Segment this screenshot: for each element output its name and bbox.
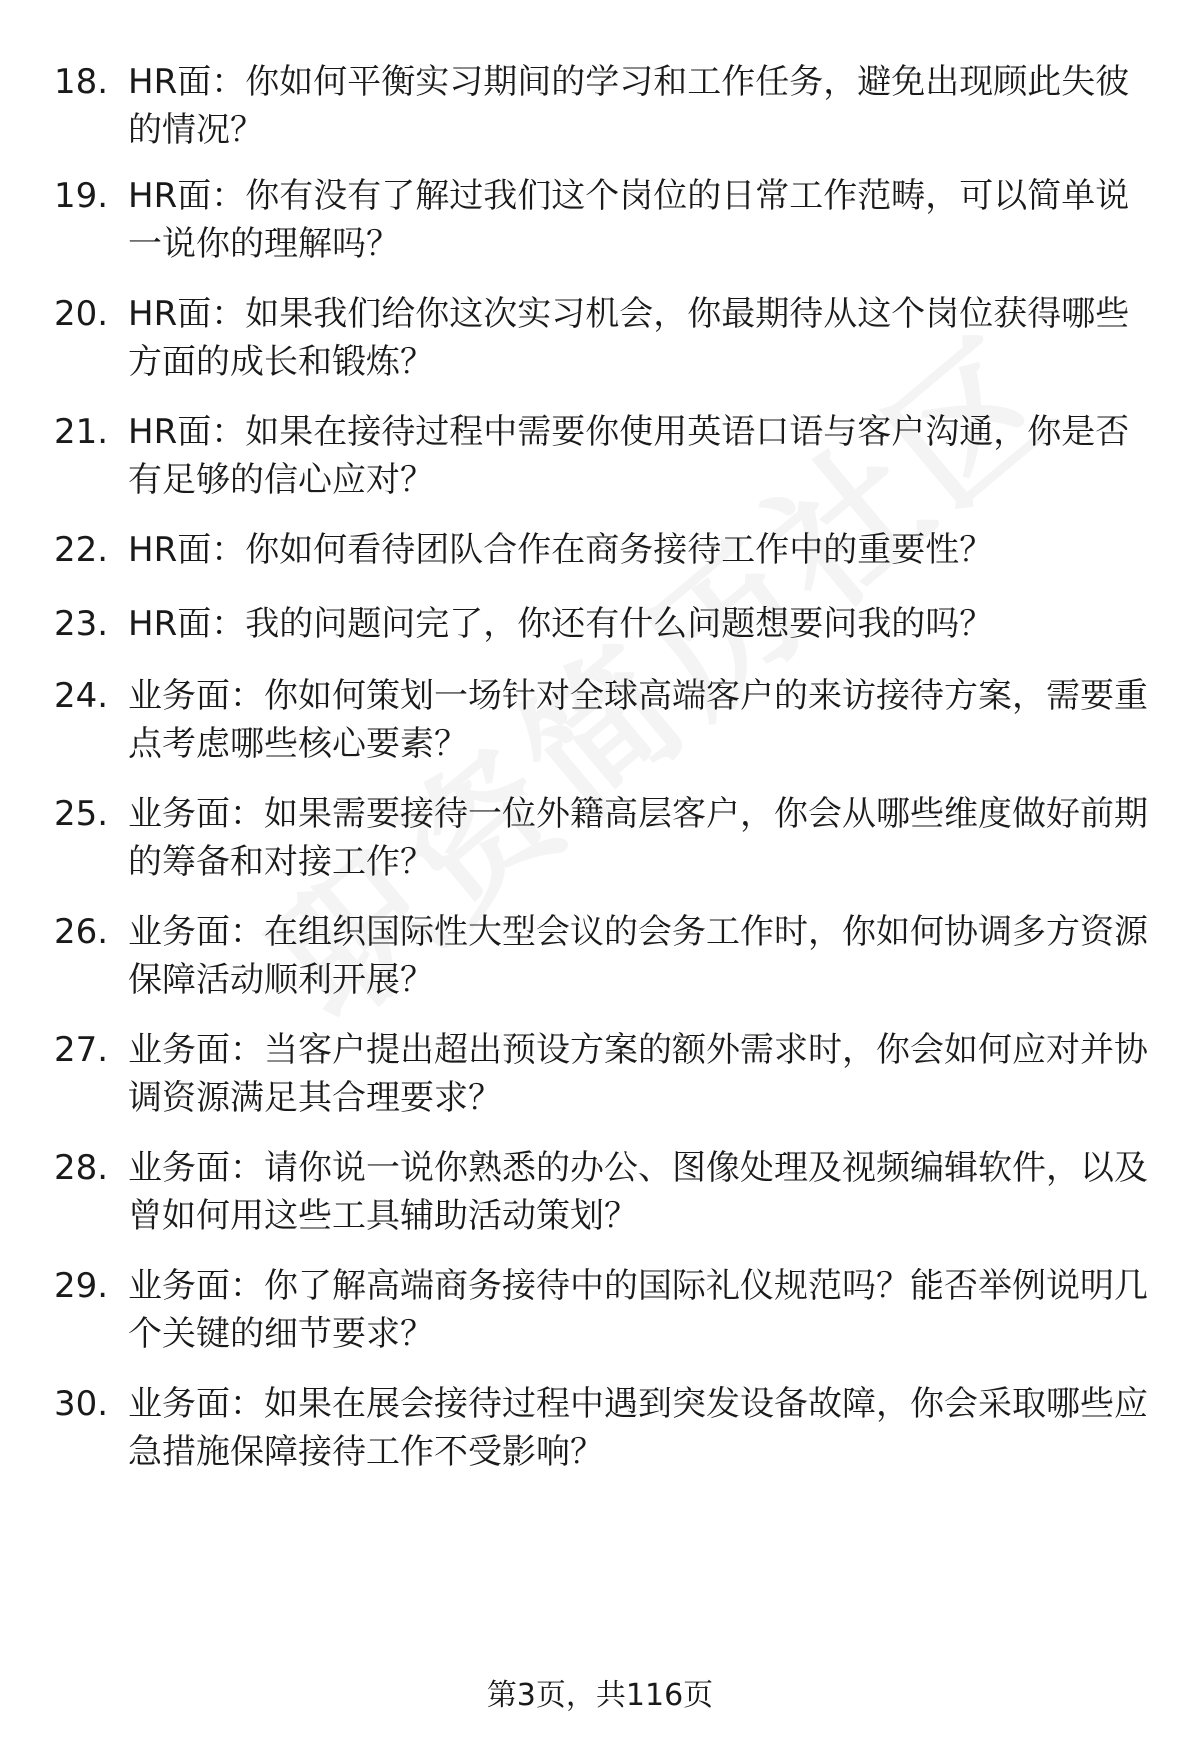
question-text: HR面：我的问题问完了，你还有什么问题想要问我的吗？ — [128, 604, 994, 644]
question-text: HR面：如果在接待过程中需要你使用英语口语与客户沟通，你是否有足够的信心应对？ — [128, 412, 1130, 500]
question-text: 业务面：如果在展会接待过程中遇到突发设备故障，你会采取哪些应急措施保障接待工作不受影响？ — [128, 1384, 1148, 1472]
question-number: 18. — [54, 62, 109, 102]
page-footer — [0, 1676, 1200, 1716]
question-text: HR面：你如何平衡实习期间的学习和工作任务，避免出现顾此失彼的情况？ — [128, 62, 1130, 150]
question-number: 21. — [54, 412, 109, 452]
question-text: 业务面：当客户提出超出预设方案的额外需求时，你会如何应对并协调资源满足其合理要求？ — [128, 1030, 1148, 1118]
question-number: 20. — [54, 294, 109, 334]
question-text: 业务面：在组织国际性大型会议的会务工作时，你如何协调多方资源保障活动顺利开展？ — [128, 912, 1148, 1000]
question-number: 27. — [54, 1030, 109, 1070]
question-number: 26. — [54, 912, 109, 952]
question-text: HR面：你如何看待团队合作在商务接待工作中的重要性？ — [128, 530, 994, 570]
question-number: 28. — [54, 1148, 109, 1188]
question-number: 30. — [54, 1384, 109, 1424]
question-text: 业务面：如果需要接待一位外籍高层客户，你会从哪些维度做好前期的筹备和对接工作？ — [128, 794, 1148, 882]
page-number-label: 第3页，共116页 — [486, 1678, 714, 1713]
question-number: 23. — [54, 604, 109, 644]
question-number: 25. — [54, 794, 109, 834]
question-text: HR面：如果我们给你这次实习机会，你最期待从这个岗位获得哪些方面的成长和锻炼？ — [128, 294, 1130, 382]
question-text: HR面：你有没有了解过我们这个岗位的日常工作范畴，可以简单说一说你的理解吗？ — [128, 176, 1130, 264]
question-number: 19. — [54, 176, 109, 216]
question-text: 业务面：你了解高端商务接待中的国际礼仪规范吗？能否举例说明几个关键的细节要求？ — [128, 1266, 1148, 1354]
question-text: 业务面：你如何策划一场针对全球高端客户的来访接待方案，需要重点考虑哪些核心要素？ — [128, 676, 1148, 764]
question-text: 业务面：请你说一说你熟悉的办公、图像处理及视频编辑软件，以及曾如何用这些工具辅助活动策划？ — [128, 1148, 1148, 1236]
question-number: 22. — [54, 530, 109, 570]
question-number: 24. — [54, 676, 109, 716]
question-number: 29. — [54, 1266, 109, 1306]
